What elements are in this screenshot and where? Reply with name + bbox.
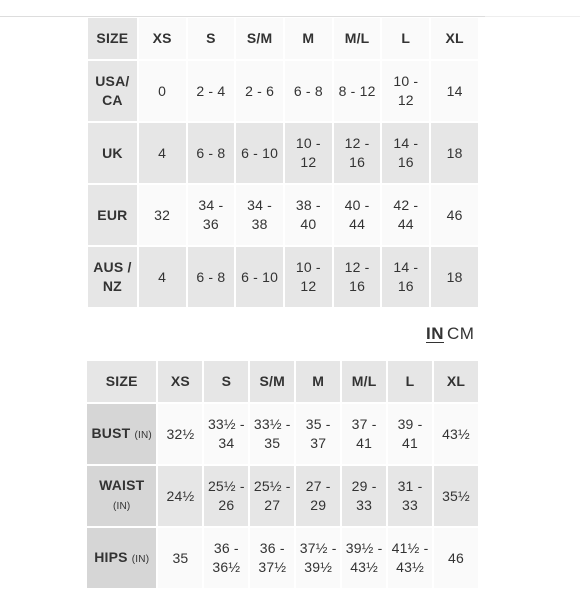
table-cell: 2 - 6 <box>236 61 283 121</box>
table-header-row <box>88 18 478 59</box>
table-cell: 8 - 12 <box>334 61 381 121</box>
table-cell: 35½ <box>434 466 478 526</box>
table-cell: 10 - 12 <box>285 123 332 183</box>
row-label-aus-nz: AUS / NZ <box>88 247 137 307</box>
table-cell: 41½ - 43½ <box>388 528 432 588</box>
table-cell: 39 - 41 <box>388 404 432 464</box>
table-cell: 24½ <box>158 466 202 526</box>
header-l: L <box>382 18 429 59</box>
table-cell: 10 - 12 <box>285 247 332 307</box>
table-cell: 6 - 10 <box>236 123 283 183</box>
table-cell: 34 - 36 <box>188 185 235 245</box>
table-cell: 14 <box>431 61 478 121</box>
header-l: L <box>388 361 432 402</box>
table-cell: 29 - 33 <box>342 466 386 526</box>
header-size: SIZE <box>88 18 137 59</box>
table-cell: 25½ - 27 <box>250 466 294 526</box>
row-label-eur: EUR <box>88 185 137 245</box>
header-s: S <box>188 18 235 59</box>
table-cell: 37 - 41 <box>342 404 386 464</box>
row-label-text: BUST <box>91 424 131 441</box>
table-row <box>88 185 478 245</box>
table-cell: 0 <box>139 61 186 121</box>
header-m: M <box>285 18 332 59</box>
table-cell: 18 <box>431 123 478 183</box>
unit-toggle-cm[interactable]: CM <box>447 324 475 343</box>
table-cell: 6 - 8 <box>285 61 332 121</box>
table-cell: 40 - 44 <box>334 185 381 245</box>
table-cell: 14 - 16 <box>382 123 429 183</box>
table-row <box>88 61 478 121</box>
table-cell: 38 - 40 <box>285 185 332 245</box>
table-cell: 12 - 16 <box>334 247 381 307</box>
table-cell: 2 - 4 <box>188 61 235 121</box>
table-cell: 32½ <box>158 404 202 464</box>
row-label-unit: (IN) <box>131 553 150 565</box>
table-cell: 35 - 37 <box>296 404 340 464</box>
table-cell: 33½ - 34 <box>204 404 248 464</box>
table-row <box>88 123 478 183</box>
row-label-text: WAIST <box>99 477 145 493</box>
table-cell: 14 - 16 <box>382 247 429 307</box>
row-label-unit: (IN) <box>113 501 131 512</box>
header-xs: XS <box>139 18 186 59</box>
table-cell: 42 - 44 <box>382 185 429 245</box>
table-cell: 36 - 37½ <box>250 528 294 588</box>
table-cell: 43½ <box>434 404 478 464</box>
table-cell: 6 - 8 <box>188 247 235 307</box>
table-row <box>88 247 478 307</box>
row-label-usa-ca: USA/ CA <box>88 61 137 121</box>
row-label-bust <box>87 404 156 464</box>
header-sm: S/M <box>250 361 294 402</box>
table-cell: 10 - 12 <box>382 61 429 121</box>
header-s: S <box>204 361 248 402</box>
table-cell: 39½ - 43½ <box>342 528 386 588</box>
row-label-unit: (IN) <box>134 429 152 441</box>
row-label-text: HIPS <box>94 548 128 565</box>
table-cell: 35 <box>158 528 202 588</box>
table-cell: 46 <box>431 185 478 245</box>
table-row <box>87 528 478 588</box>
table-cell: 18 <box>431 247 478 307</box>
table-cell: 32 <box>139 185 186 245</box>
measurement-table <box>85 359 480 590</box>
table-cell: 37½ - 39½ <box>296 528 340 588</box>
table-header-row <box>87 361 478 402</box>
row-label-uk: UK <box>88 123 137 183</box>
table-cell: 25½ - 26 <box>204 466 248 526</box>
table-row <box>87 404 478 464</box>
row-label-waist <box>87 466 156 526</box>
header-m: M <box>296 361 340 402</box>
row-label-hips <box>87 528 156 588</box>
table-cell: 12 - 16 <box>334 123 381 183</box>
header-xl: XL <box>434 361 478 402</box>
table-cell: 6 - 8 <box>188 123 235 183</box>
table-cell: 6 - 10 <box>236 247 283 307</box>
table-cell: 4 <box>139 123 186 183</box>
table-cell: 33½ - 35 <box>250 404 294 464</box>
table-cell: 46 <box>434 528 478 588</box>
table-cell: 36 - 36½ <box>204 528 248 588</box>
size-conversion-table <box>86 16 480 309</box>
unit-toggle <box>426 324 474 344</box>
unit-toggle-in[interactable]: IN <box>426 324 444 343</box>
header-ml: M/L <box>342 361 386 402</box>
table-cell: 31 - 33 <box>388 466 432 526</box>
header-sm: S/M <box>236 18 283 59</box>
table-cell: 4 <box>139 247 186 307</box>
table-row <box>87 466 478 526</box>
table-cell: 34 - 38 <box>236 185 283 245</box>
header-size: SIZE <box>87 361 156 402</box>
header-xs: XS <box>158 361 202 402</box>
header-xl: XL <box>431 18 478 59</box>
top-divider-right <box>485 16 580 17</box>
header-ml: M/L <box>334 18 381 59</box>
table-cell: 27 - 29 <box>296 466 340 526</box>
